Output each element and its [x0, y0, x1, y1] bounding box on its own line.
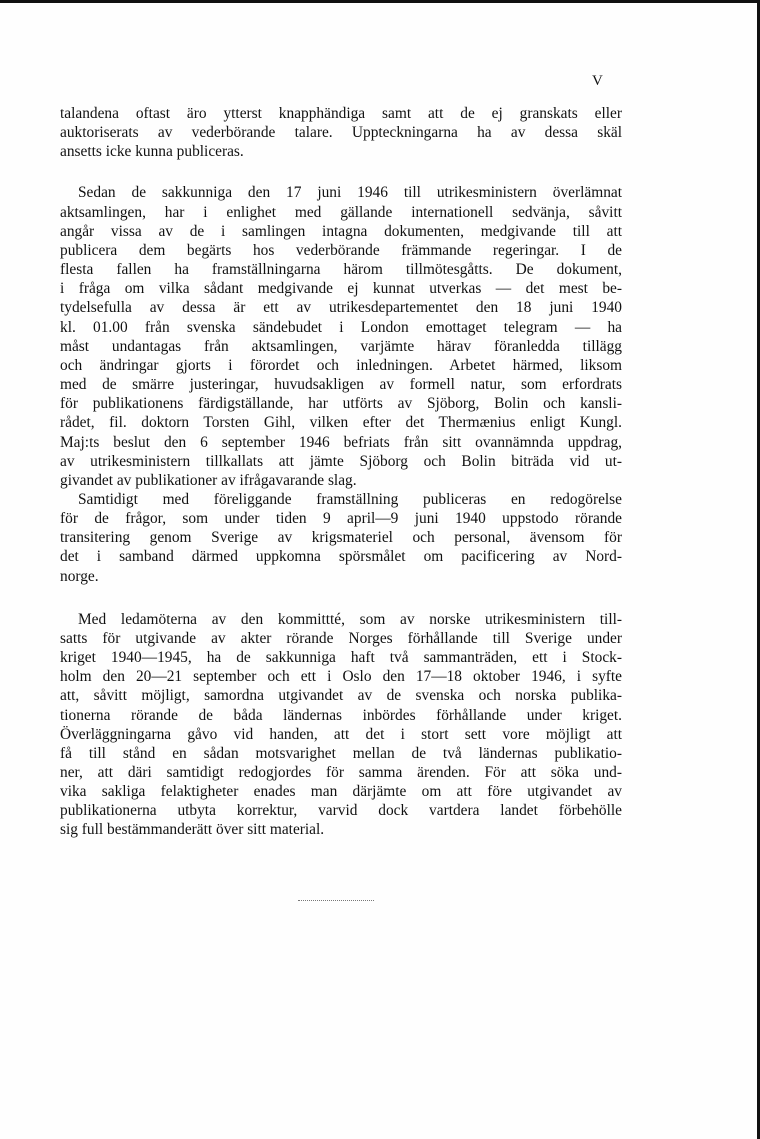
- text-line: för de frågor, som under tiden 9 april—9 juni 1940 uppstodo rörande: [60, 510, 622, 528]
- text-line: ansetts icke kunna publiceras.: [60, 143, 244, 161]
- text-line: satts för utgivande av akter rörande Norges förhållande till Sverige under: [60, 629, 622, 647]
- text-line: det i samband därmed uppkomna spörsmålet om pacificering av Nord-: [60, 548, 622, 566]
- text-line: tydelsefulla av dessa är ett av utrikesdepartementet den 18 juni 1940: [60, 299, 622, 317]
- text-line: Överläggningarna gåvo vid handen, att det i stort sett vore möjligt att: [60, 725, 622, 743]
- text-line: talandena oftast äro ytterst knapphändiga samt att de ej granskats eller: [60, 105, 622, 122]
- text-line: ner, att däri samtidigt redogjordes för samma ärenden. För att söka und-: [60, 764, 622, 781]
- text-line: vika sakliga felaktigheter enades man därjämte om att före utgivandet av: [60, 783, 622, 801]
- text-line: rådet, fil. doktorn Torsten Gihl, vilken efter det Thermænius enligt Kungl.: [60, 414, 622, 432]
- text-line: flesta fallen ha framställningarna härom tillmötesgåtts. De dokument,: [60, 261, 622, 279]
- paragraph-1: [60, 104, 622, 161]
- text-line: kriget 1940—1945, ha de sakkunniga haft två sammanträden, ett i Stock-: [60, 649, 622, 667]
- text-line: publicera dem begärts hos vederbörande främmande regeringar. I de: [60, 241, 622, 259]
- text-line: med de smärre justeringar, huvudsakligen av formell natur, som erfordrats: [60, 376, 622, 394]
- paragraph-3: [60, 490, 622, 586]
- text-line: Sedan de sakkunniga den 17 juni 1946 till utrikesministern överlämnat: [78, 184, 622, 202]
- text-line: aktsamlingen, har i enlighet med gällande internationell sedvänja, såvitt: [60, 203, 622, 221]
- text-line: tionerna rörande de båda ländernas inbördes förhållande under kriget.: [60, 706, 622, 724]
- scan-edge-top: [0, 0, 760, 3]
- text-line: givandet av publikationer av ifrågavarande slag.: [60, 471, 357, 489]
- text-line: få till stånd en sådan motsvarighet mellan de två ländernas publikatio-: [60, 744, 622, 762]
- paragraph-2: [60, 183, 622, 490]
- text-line: i fråga om vilka sådant medgivande ej kunnat utverkas — det mest be-: [60, 280, 622, 298]
- text-line: transitering genom Sverige av krigsmateriel och personal, ävensom för: [60, 529, 622, 547]
- text-line: holm den 20—21 september och ett i Oslo den 17—18 oktober 1946, i syfte: [60, 668, 622, 686]
- text-line: auktoriserats av vederbörande talare. Uppteckningarna ha av dessa skäl: [60, 124, 622, 142]
- text-line: kl. 01.00 från svenska sändebudet i London emottaget telegram — ha: [60, 318, 622, 336]
- end-rule: [298, 900, 374, 901]
- text-line: Samtidigt med föreliggande framställning publiceras en redogörelse: [78, 490, 622, 508]
- text-line: måst undantagas från aktsamlingen, varjämte härav föranledda tillägg: [60, 337, 622, 355]
- body-text: [60, 104, 622, 840]
- text-line: norge.: [60, 567, 99, 585]
- text-line: av utrikesministern tillkallats att jämte Sjöborg och Bolin biträda vid ut-: [60, 452, 622, 470]
- text-line: Maj:ts beslut den 6 september 1946 befriats från sitt ovannämnda uppdrag,: [60, 433, 622, 451]
- text-line: Med ledamöterna av den kommittté, som av norske utrikesministern till-: [78, 610, 622, 628]
- text-line: angår vissa av de i samlingen intagna dokumenten, medgivande till att: [60, 222, 622, 240]
- text-line: att, såvitt möjligt, samordna utgivandet av de svenska och norska publika-: [60, 687, 622, 705]
- text-line: sig full bestämmanderätt över sitt material.: [60, 821, 325, 839]
- paragraph-4: [60, 610, 622, 840]
- text-line: för publikationens färdigställande, har utförts av Sjöborg, Bolin och kansli-: [60, 395, 622, 413]
- text-line: publikationerna utbyta korrektur, varvid dock vartdera landet förbehölle: [60, 802, 622, 820]
- text-line: och ändringar gjorts i förordet och inledningen. Arbetet härmed, liksom: [60, 356, 622, 374]
- page-number: V: [592, 73, 604, 89]
